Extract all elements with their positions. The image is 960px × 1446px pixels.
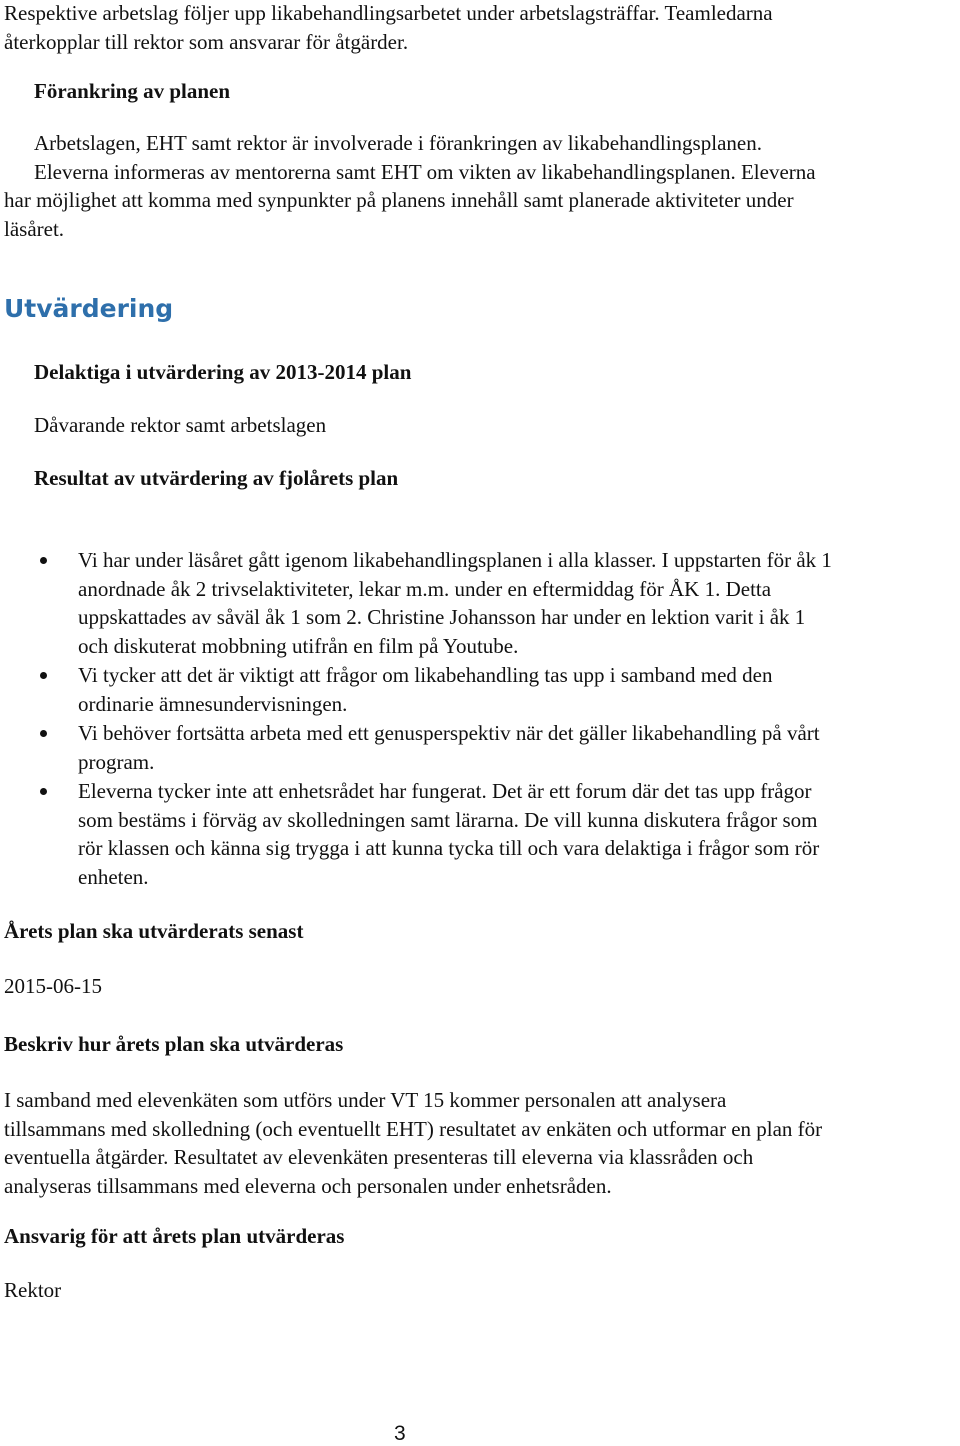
text-line: analyseras tillsammans med eleverna och personalen under enhetsråden.	[4, 1173, 612, 1198]
text-line: anordnade åk 2 trivselaktiviteter, lekar m.m. under en eftermiddag för ÅK 1. Detta	[78, 576, 772, 601]
ansvarig-heading: Ansvarig för att årets plan utvärderas	[4, 1224, 345, 1248]
text-line: program.	[78, 749, 155, 774]
page-number: 3	[394, 1422, 406, 1445]
text-line: Vi har under läsåret gått igenom likabehandlingsplanen i alla klasser. I uppstarten för åk 1	[78, 548, 832, 572]
ansvarig-text: Rektor	[4, 1278, 62, 1302]
text-line: tillsammans med skolledning (och eventuellt EHT) resultatet av enkäten och utformar en plan för	[4, 1116, 823, 1141]
text-line: rör klassen och känna sig trygga i att kunna tycka till och vara delaktiga i frågor som rör	[78, 836, 820, 860]
delaktiga-heading: Delaktiga i utvärdering av 2013-2014 plan	[34, 360, 412, 384]
senast-heading: Årets plan ska utvärderats senast	[4, 919, 304, 943]
text-line: Vi tycker att det är viktigt att frågor om likabehandling tas upp i samband med den	[78, 663, 773, 687]
section-heading-utvardering: Utvärdering	[4, 294, 174, 323]
text-line: Eleverna informeras av mentorerna samt EHT om vikten av likabehandlingsplanen. Eleverna	[34, 159, 816, 184]
text-line: enheten.	[78, 864, 149, 889]
text-line: Arbetslagen, EHT samt rektor är involverade i förankringen av likabehandlingsplanen.	[34, 131, 762, 155]
text-line: Eleverna tycker inte att enhetsrådet har fungerat. Det är ett forum där det tas upp frågor	[78, 779, 812, 803]
text-line: som bestäms i förväg av skolledningen samt lärarna. De vill kunna diskutera frågor som	[78, 807, 818, 832]
forankring-paragraph	[4, 129, 816, 243]
bullet-icon	[40, 557, 47, 564]
delaktiga-text: Dåvarande rektor samt arbetslagen	[34, 413, 327, 437]
bullet-icon	[40, 788, 47, 795]
text-line: återkopplar till rektor som ansvarar för åtgärder.	[4, 29, 409, 54]
list-item	[34, 719, 954, 776]
text-line: I samband med elevenkäten som utförs under VT 15 kommer personalen att analysera	[4, 1088, 727, 1112]
list-item	[34, 777, 954, 891]
text-line: ordinarie ämnesundervisningen.	[78, 691, 348, 716]
bullet-icon	[40, 730, 47, 737]
text-line: och diskuterat mobbning utifrån en film på Youtube.	[78, 633, 519, 658]
forankring-heading: Förankring av planen	[34, 79, 231, 103]
resultat-heading: Resultat av utvärdering av fjolårets plan	[34, 466, 399, 490]
intro-paragraph	[4, 0, 773, 56]
list-item	[34, 661, 954, 718]
resultat-bullet-list	[34, 546, 954, 892]
text-line: Respektive arbetslag följer upp likabehandlingsarbetet under arbetslagsträffar. Teamledarna	[4, 1, 773, 25]
list-item	[34, 546, 954, 660]
senast-date: 2015-06-15	[4, 974, 102, 998]
beskriv-paragraph	[4, 1086, 822, 1200]
text-line: läsåret.	[4, 216, 65, 241]
bullet-icon	[40, 672, 47, 679]
text-line: uppskattades av såväl åk 1 som 2. Christine Johansson har under en lektion varit i åk 1	[78, 605, 806, 629]
text-line: har möjlighet att komma med synpunkter på planens innehåll samt planerade aktiviteter under	[4, 188, 794, 212]
beskriv-heading: Beskriv hur årets plan ska utvärderas	[4, 1032, 344, 1056]
text-line: eventuella åtgärder. Resultatet av elevenkäten presenteras till eleverna via klassråden och	[4, 1145, 754, 1169]
text-line: Vi behöver fortsätta arbeta med ett genusperspektiv när det gäller likabehandling på vårt	[78, 721, 820, 745]
